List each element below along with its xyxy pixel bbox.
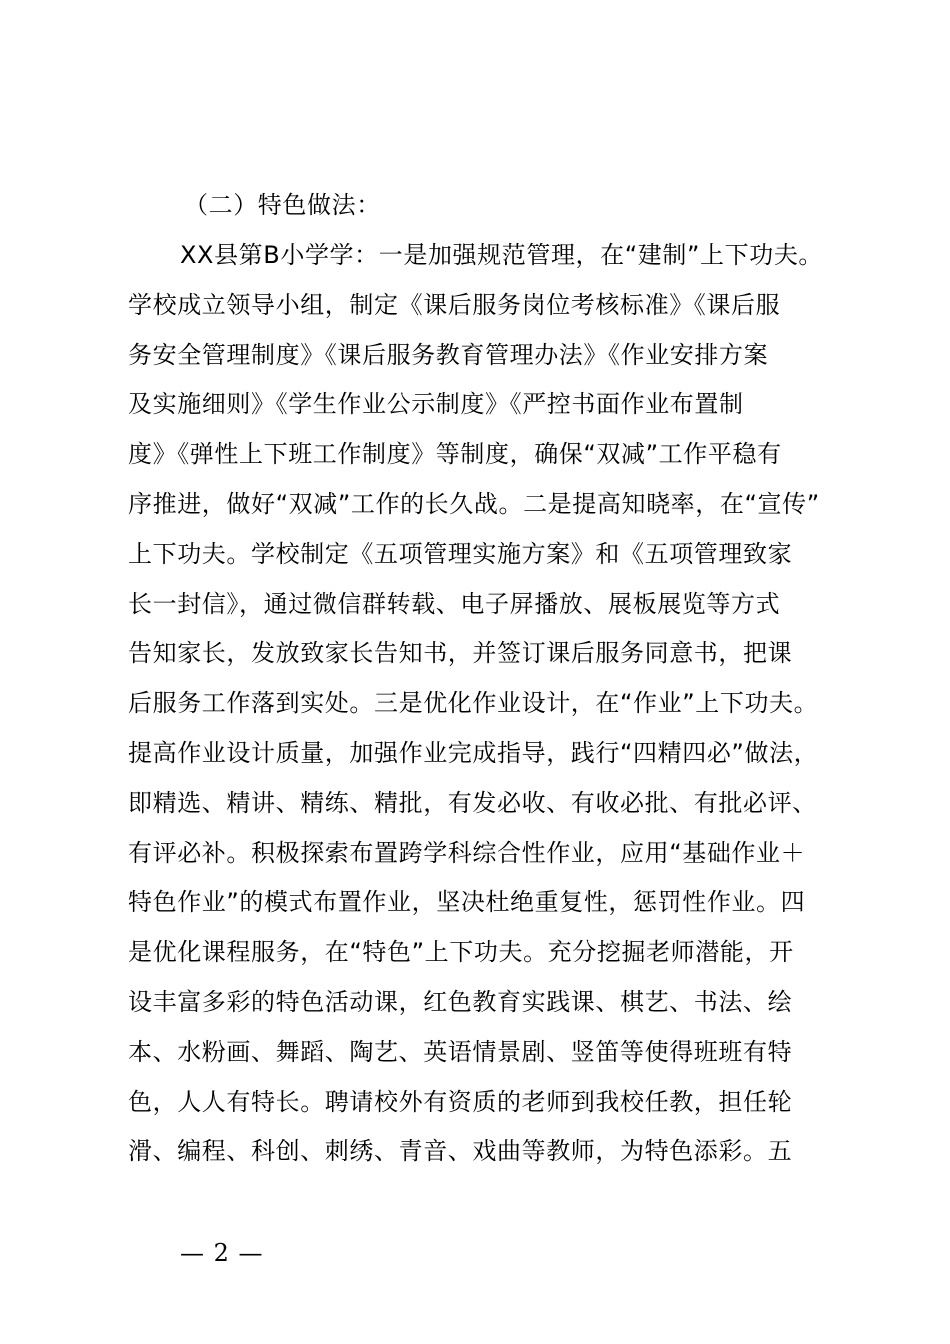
body-line: 学校成立领导小组，制定《课后服务岗位考核标准》《课后服 [128, 291, 781, 319]
body-line: 度》《弹性上下班工作制度》等制度，确保“双减”工作平稳有 [128, 440, 782, 468]
body-line: 后服务工作落到实处。三是优化作业设计，在“作业”上下功夫。 [128, 689, 819, 717]
body-line: 特色作业”的模式布置作业，坚决杜绝重复性，惩罚性作业。四 [128, 888, 806, 916]
body-line: 告知家长，发放致家长告知书，并签订课后服务同意书，把课 [128, 639, 793, 667]
body-line: 提高作业设计质量，加强作业完成指导，践行“四精四必”做法， [128, 739, 819, 767]
page-number: — 2 — [180, 1239, 264, 1267]
body-line: 务安全管理制度》《课后服务教育管理办法》《作业安排方案 [128, 341, 769, 369]
body-line: 色，人人有特长。聘请校外有资质的老师到我校任教，担任轮 [128, 1088, 793, 1116]
body-line: 及实施细则》《学生作业公示制度》《严控书面作业布置制 [128, 390, 744, 418]
body-line: 长一封信》，通过微信群转载、电子屏播放、展板展览等方式 [128, 590, 781, 618]
body-line: 序推进，做好“双减”工作的长久战。二是提高知晓率，在“宣传” [128, 490, 820, 518]
body-line: 即精选、精讲、精练、精批，有发必收、有收必批、有批必评、 [128, 789, 817, 817]
body-line: XX县第B小学学：一是加强规范管理，在“建制”上下功夫。 [180, 241, 824, 269]
body-line: 本、水粉画、舞蹈、陶艺、英语情景剧、竖笛等使得班班有特 [128, 1038, 793, 1066]
body-line: 是优化课程服务，在“特色”上下功夫。充分挖掘老师潜能，开 [128, 938, 794, 966]
body-line: 有评必补。积极探索布置跨学科综合性作业，应用“基础作业＋ [128, 839, 806, 867]
body-line: 上下功夫。学校制定《五项管理实施方案》和《五项管理致家 [128, 540, 793, 568]
section-heading: （二）特色做法： [184, 191, 381, 219]
body-line: 滑、编程、科创、刺绣、青音、戏曲等教师，为特色添彩。五 [128, 1137, 793, 1165]
body-line: 设丰富多彩的特色活动课，红色教育实践课、棋艺、书法、绘 [128, 988, 793, 1016]
